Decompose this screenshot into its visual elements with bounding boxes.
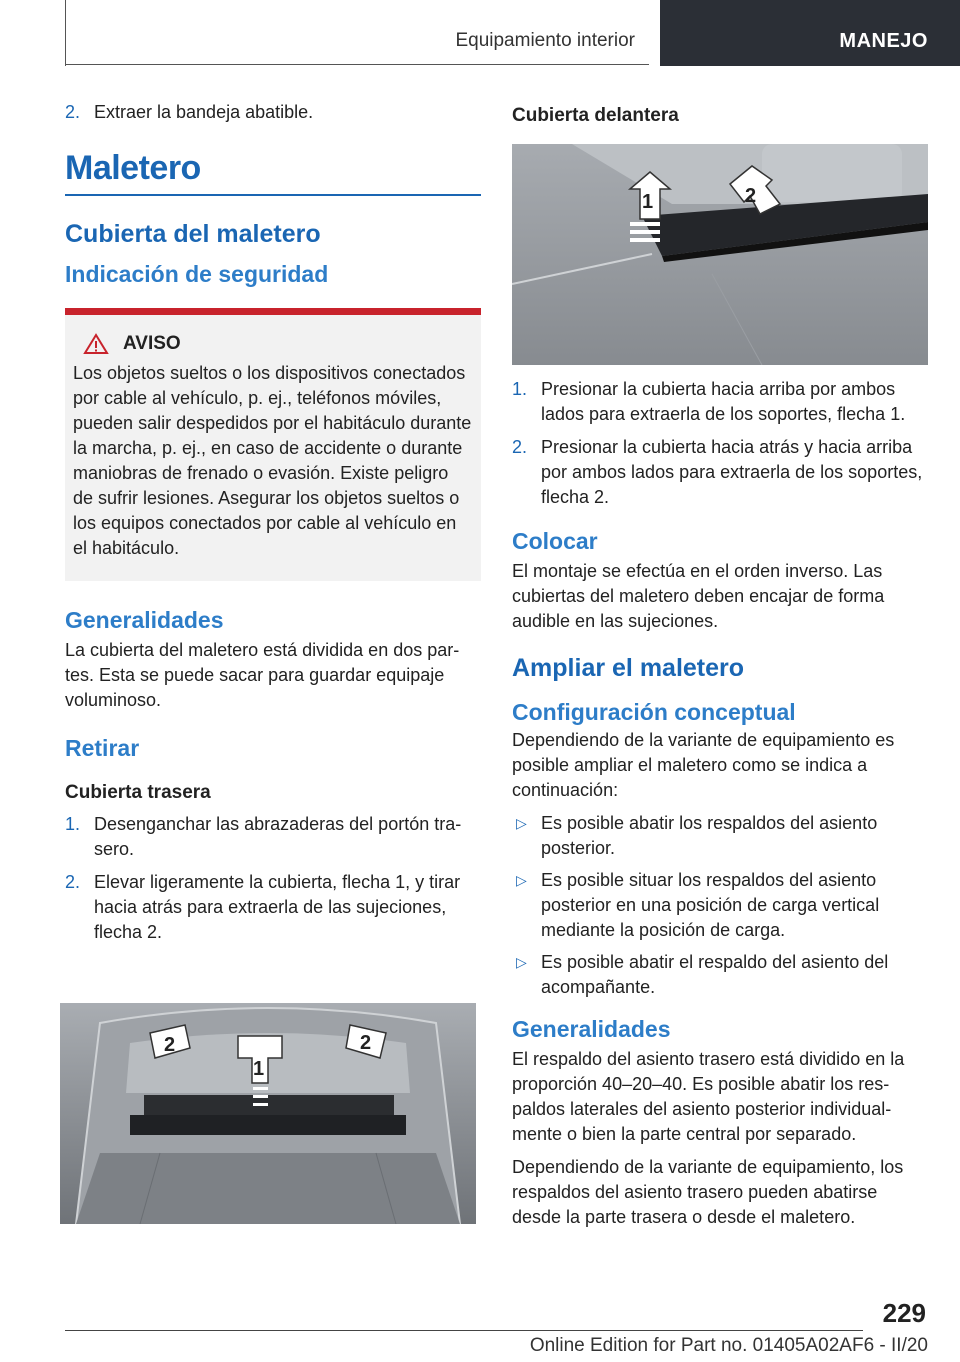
photo-label: 2 — [360, 1032, 372, 1054]
footer-rule — [65, 1330, 863, 1331]
footer-edition: Online Edition for Part no. 01405A02AF6 - II/20 — [529, 1335, 928, 1356]
step-text: Presionar la cubierta hacia arriba por ambos lados para extraerla de los soportes, flecha 1. — [541, 379, 906, 424]
warning-text: Los objetos sueltos o los dispositivos conectados por cable al vehículo, p. ej., teléfonos móviles, pueden salir despedidos por el habitáculo durante la marcha, p. ej., en caso de accidente o durante maniobras de frenado o evasión. Existe peligro de sufrir lesiones. Asegurar los objetos sueltos o los equipos conectados por cable al vehículo en el habitáculo. — [73, 363, 472, 558]
general-text-right-1: El respaldo del asiento trasero está dividido en la proporción 40–20–40. Es posible abatir los respaldos laterales del asiento posterior individualmente o bien la parte central por separado. — [512, 1049, 905, 1144]
bullet-list — [512, 811, 928, 1000]
header-chapter-tab — [660, 0, 960, 66]
heading-retirar: Retirar — [65, 735, 140, 761]
page-number: 229 — [882, 1298, 926, 1328]
list-item-text: Es posible situar los respaldos del asiento posterior en una posición de carga vertical mediante la posición de carga. — [541, 870, 880, 940]
place-text: El montaje se efectúa en el orden inverso. Las cubiertas del maletero deben encajar de forma audible en las sujeciones. — [512, 561, 885, 631]
heading-configuracion: Configuración conceptual — [512, 699, 796, 725]
warning-box — [65, 308, 481, 581]
heading-cubierta-delantera: Cubierta delantera — [512, 105, 679, 126]
step-number: 2. — [512, 437, 528, 457]
list-item — [512, 868, 928, 943]
heading-maletero: Maletero — [65, 149, 481, 196]
heading-cubierta-maletero: Cubierta del maletero — [65, 220, 321, 248]
warning-triangle-icon — [83, 333, 109, 355]
step-text: Desenganchar las abrazaderas del portón trasero. — [94, 814, 462, 859]
list-item-text: Es posible abatir el respaldo del asiento del acompañante. — [541, 952, 889, 997]
triangle-bullet-icon: ▷ — [516, 954, 527, 970]
heading-colocar: Colocar — [512, 528, 598, 554]
header-rule-bottom — [65, 64, 649, 65]
right-column — [512, 100, 928, 1230]
step-text: Elevar ligeramente la cubierta, flecha 1, y tirar hacia atrás para extraerla de las sujeciones, flecha 2. — [94, 872, 461, 942]
header-rule-left — [65, 0, 66, 66]
step-number: 2. — [65, 102, 81, 122]
photo-label: 2 — [164, 1034, 176, 1056]
step-text: Presionar la cubierta hacia atrás y hacia arriba por ambos lados para extraerla de los soportes, flecha 2. — [541, 437, 923, 507]
heading-ampliar-maletero: Ampliar el maletero — [512, 654, 745, 682]
rear-cover-photo — [60, 1003, 476, 1224]
heading-safety: Indicación de seguridad — [65, 261, 329, 287]
warning-title: AVISO — [123, 333, 181, 354]
step-item — [65, 812, 481, 862]
header-section-title: Equipamiento interior — [455, 30, 635, 51]
front-steps-list — [512, 377, 928, 510]
rear-cover-illustration — [60, 1003, 476, 1224]
step-text: Extraer la bandeja abatible. — [94, 102, 314, 122]
step-item — [65, 870, 481, 945]
photo-label: 1 — [642, 191, 654, 213]
list-item — [512, 811, 928, 861]
list-item-text: Es posible abatir los respaldos del asiento posterior. — [541, 813, 878, 858]
step-item — [512, 377, 928, 427]
general-text-right-2: Dependiendo de la variante de equipamiento, los respaldos del asiento trasero pueden abatirse desde la parte trasera o desde el maletero. — [512, 1157, 904, 1227]
heading-generalidades-right: Generalidades — [512, 1016, 671, 1042]
step-number: 2. — [65, 872, 81, 892]
concept-text: Dependiendo de la variante de equipamiento es posible ampliar el maletero como se indica a continuación: — [512, 730, 895, 800]
left-column — [65, 100, 481, 953]
step-number: 1. — [512, 379, 528, 399]
list-item — [512, 950, 928, 1000]
header-chapter-label: MANEJO — [839, 30, 928, 52]
rear-steps-list — [65, 812, 481, 945]
general-text-left: La cubierta del maletero está dividida en dos partes. Esta se puede sacar para guardar equipaje voluminoso. — [65, 640, 460, 710]
step-item — [65, 100, 481, 125]
photo-label: 2 — [745, 185, 757, 207]
triangle-bullet-icon: ▷ — [516, 872, 527, 888]
front-cover-illustration — [512, 144, 928, 365]
step-item — [512, 435, 928, 510]
warning-header — [83, 333, 473, 355]
front-cover-photo — [512, 144, 928, 365]
triangle-bullet-icon: ▷ — [516, 815, 527, 831]
heading-generalidades-left: Generalidades — [65, 607, 224, 633]
heading-cubierta-trasera: Cubierta trasera — [65, 782, 211, 803]
step-number: 1. — [65, 814, 81, 834]
photo-label: 1 — [253, 1058, 265, 1080]
